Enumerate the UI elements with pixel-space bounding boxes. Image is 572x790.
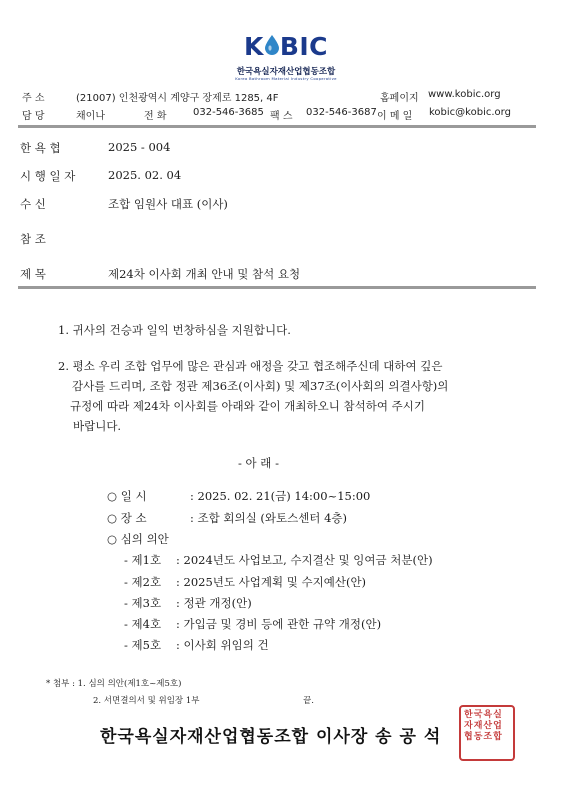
fields-divider [18,286,536,289]
homepage-label: 홈페이지 [380,93,419,104]
fax-label: 팩 스 [270,111,293,122]
reference-label: 참 조 [20,232,46,246]
email-link[interactable]: kobic@kobic.org [429,107,511,118]
water-drop-icon [265,32,279,61]
recipient-label: 수 신 [20,197,46,211]
below-heading: - 아 래 - [238,456,279,470]
phone-label: 전 화 [144,111,167,122]
phone-value: 032-546-3685 [193,107,264,118]
meeting-place-value: : 조합 회의실 (와토스센터 4층) [190,511,347,525]
org-logo [0,32,572,63]
logo-letter-k: K [243,32,264,61]
org-name-english: Korea Bathroom Material Industry Cooperative [235,76,337,81]
doc-number-value: 2025 - 004 [108,140,171,154]
meeting-place-label: ○ 장 소 [107,511,147,525]
paragraph-2-line-4: 바랍니다. [73,419,122,433]
paragraph-2-line-3: 규정에 따라 제24차 이사회를 아래와 같이 개최하오니 참석하여 주시기 [70,399,425,413]
agenda-item-3-label: - 제3호 [124,596,162,610]
fax-value: 032-546-3687 [306,107,377,118]
attachment-line-2: 2. 서면결의서 및 위임장 1부 [93,696,200,706]
end-mark: 끝. [303,696,314,706]
agenda-item-2-value: : 2025년도 사업계획 및 수지예산(안) [176,575,367,589]
meeting-date-value: : 2025. 02. 21(금) 14:00~15:00 [190,489,371,503]
paragraph-1: 1. 귀사의 건승과 일익 번창하심을 지원합니다. [58,323,291,337]
subject-label: 제 목 [20,267,46,281]
agenda-item-5-label: - 제5호 [124,638,162,652]
subject-value: 제24차 이사회 개최 안내 및 참석 요청 [108,267,301,281]
agenda-item-3-value: : 정관 개정(안) [176,596,252,610]
logo-wordmark [244,32,328,61]
attachment-line-1: * 첨부 : 1. 심의 의안(제1호~제5호) [46,679,182,689]
address-label: 주 소 [22,93,45,104]
org-name-korean: 한국욕실자재산업협동조합 [236,67,336,77]
agenda-item-4-label: - 제4호 [124,617,162,631]
agenda-item-1-value: : 2024년도 사업보고, 수지결산 및 잉여금 처분(안) [176,553,433,567]
paragraph-2-line-2: 감사를 드리며, 조합 정관 제36조(이사회) 및 제37조(이사회의 의결사항)의 [72,379,449,393]
logo-letters-bic: BIC [279,32,329,61]
agenda-label: ○ 심의 의안 [107,532,169,546]
official-seal-stamp [459,705,515,761]
recipient-value: 조합 임원사 대표 (이사) [108,197,228,211]
paragraph-2-line-1: 2. 평소 우리 조합 업무에 많은 관심과 애정을 갖고 협조해주신데 대하여 깊은 [58,359,443,373]
seal-text: 한국욕실자재산업협동조합 [464,710,503,742]
issue-date-label: 시 행 일 자 [20,169,76,183]
agenda-item-5-value: : 이사회 위임의 건 [176,638,269,652]
manager-label: 담 당 [22,111,45,122]
agenda-item-2-label: - 제2호 [124,575,162,589]
header-divider [18,125,536,128]
address-value: (21007) 인천광역시 계양구 장제로 1285, 4F [76,93,279,104]
homepage-link[interactable]: www.kobic.org [428,89,501,100]
doc-number-label: 한 욕 협 [20,141,61,155]
issue-date-value: 2025. 02. 04 [108,168,182,182]
agenda-item-1-label: - 제1호 [124,553,162,567]
agenda-item-4-value: : 가입금 및 경비 등에 관한 규약 개정(안) [176,617,382,631]
manager-name: 채이나 [76,111,105,122]
meeting-date-label: ○ 일 시 [107,489,147,503]
email-label: 이 메 일 [377,111,413,122]
issuer-signature: 한국욕실자재산업협동조합 이사장 송 공 석 [100,727,442,747]
